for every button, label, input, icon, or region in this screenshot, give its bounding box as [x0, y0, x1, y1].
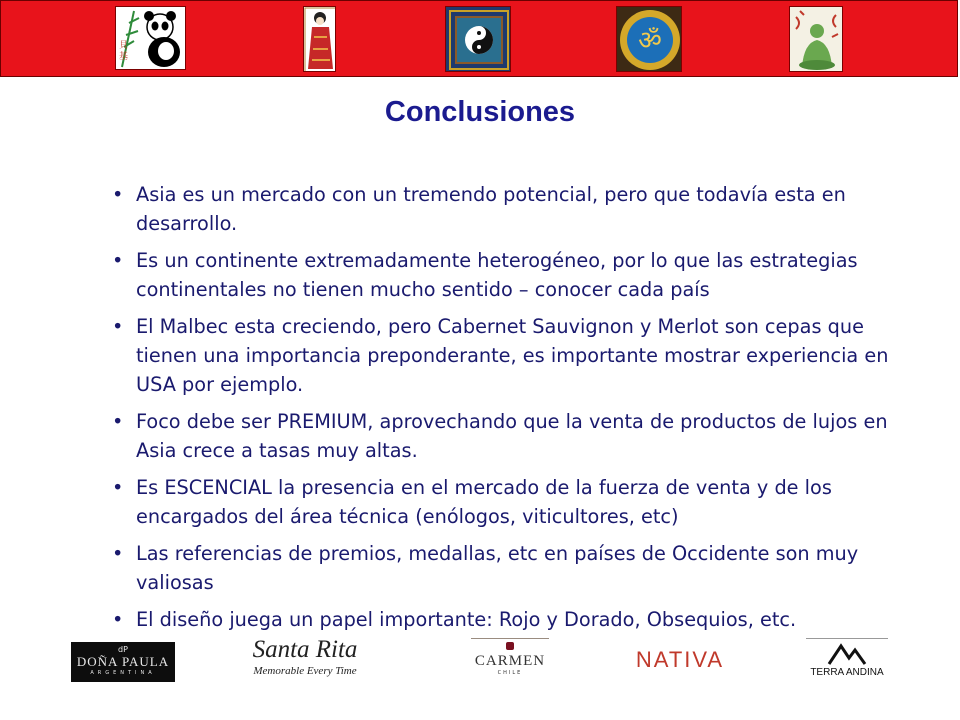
- santa-rita-logo: [248, 636, 362, 684]
- dona-paula-mark: dP: [118, 645, 128, 654]
- panda-icon: [115, 6, 186, 70]
- santa-rita-name: Santa Rita: [252, 636, 358, 663]
- terra-andina-name: TERRA ANDINA: [810, 667, 884, 678]
- mountain-icon: [827, 642, 867, 666]
- list-item: • El diseño juega un papel importante: Rojo y Dorado, Obsequios, etc.: [106, 605, 906, 634]
- om-symbol-icon: [616, 6, 682, 72]
- geisha-icon: [303, 6, 336, 72]
- yin-yang-icon: [445, 6, 511, 72]
- list-item: • Foco debe ser PREMIUM, aprovechando que la venta de productos de lujos en Asia crece a tasas muy altas.: [106, 407, 906, 465]
- list-item: • El Malbec esta creciendo, pero Cabernet Sauvignon y Merlot son cepas que tienen una importancia preponderante, es importante mostrar experiencia en USA por ejemplo.: [106, 312, 906, 399]
- list-item: • Es un continente extremadamente heterogéneo, por lo que las estrategias continentales no tienen mucho sentido – conocer cada país: [106, 246, 906, 304]
- carmen-name: CARMEN: [474, 653, 546, 669]
- slide-title: Conclusiones: [384, 96, 576, 128]
- terra-andina-logo: [806, 638, 888, 687]
- carmen-crest-icon: [506, 642, 514, 650]
- dona-paula-logo: [71, 642, 175, 682]
- carmen-sub: CHILE: [497, 670, 523, 676]
- conclusions-list: [106, 180, 906, 642]
- nativa-logo: NATIVA: [635, 647, 725, 672]
- list-item: • Asia es un mercado con un tremendo potencial, pero que todavía esta en desarrollo.: [106, 180, 906, 238]
- carmen-logo: [471, 638, 549, 687]
- panda-caption: 貝基: [119, 41, 129, 62]
- list-item: • Es ESCENCIAL la presencia en el mercado de la fuerza de venta y de los encargados del área técnica (enólogos, viticultores, etc): [106, 473, 906, 531]
- dona-paula-name: DOÑA PAULA: [76, 654, 170, 669]
- svg-text:ॐ: ॐ: [638, 26, 662, 56]
- santa-rita-tagline: Memorable Every Time: [253, 665, 357, 677]
- list-item: • Las referencias de premios, medallas, etc en países de Occidente son muy valiosas: [106, 539, 906, 597]
- buddha-icon: [789, 6, 843, 72]
- dona-paula-sub: ARGENTINA: [90, 670, 156, 676]
